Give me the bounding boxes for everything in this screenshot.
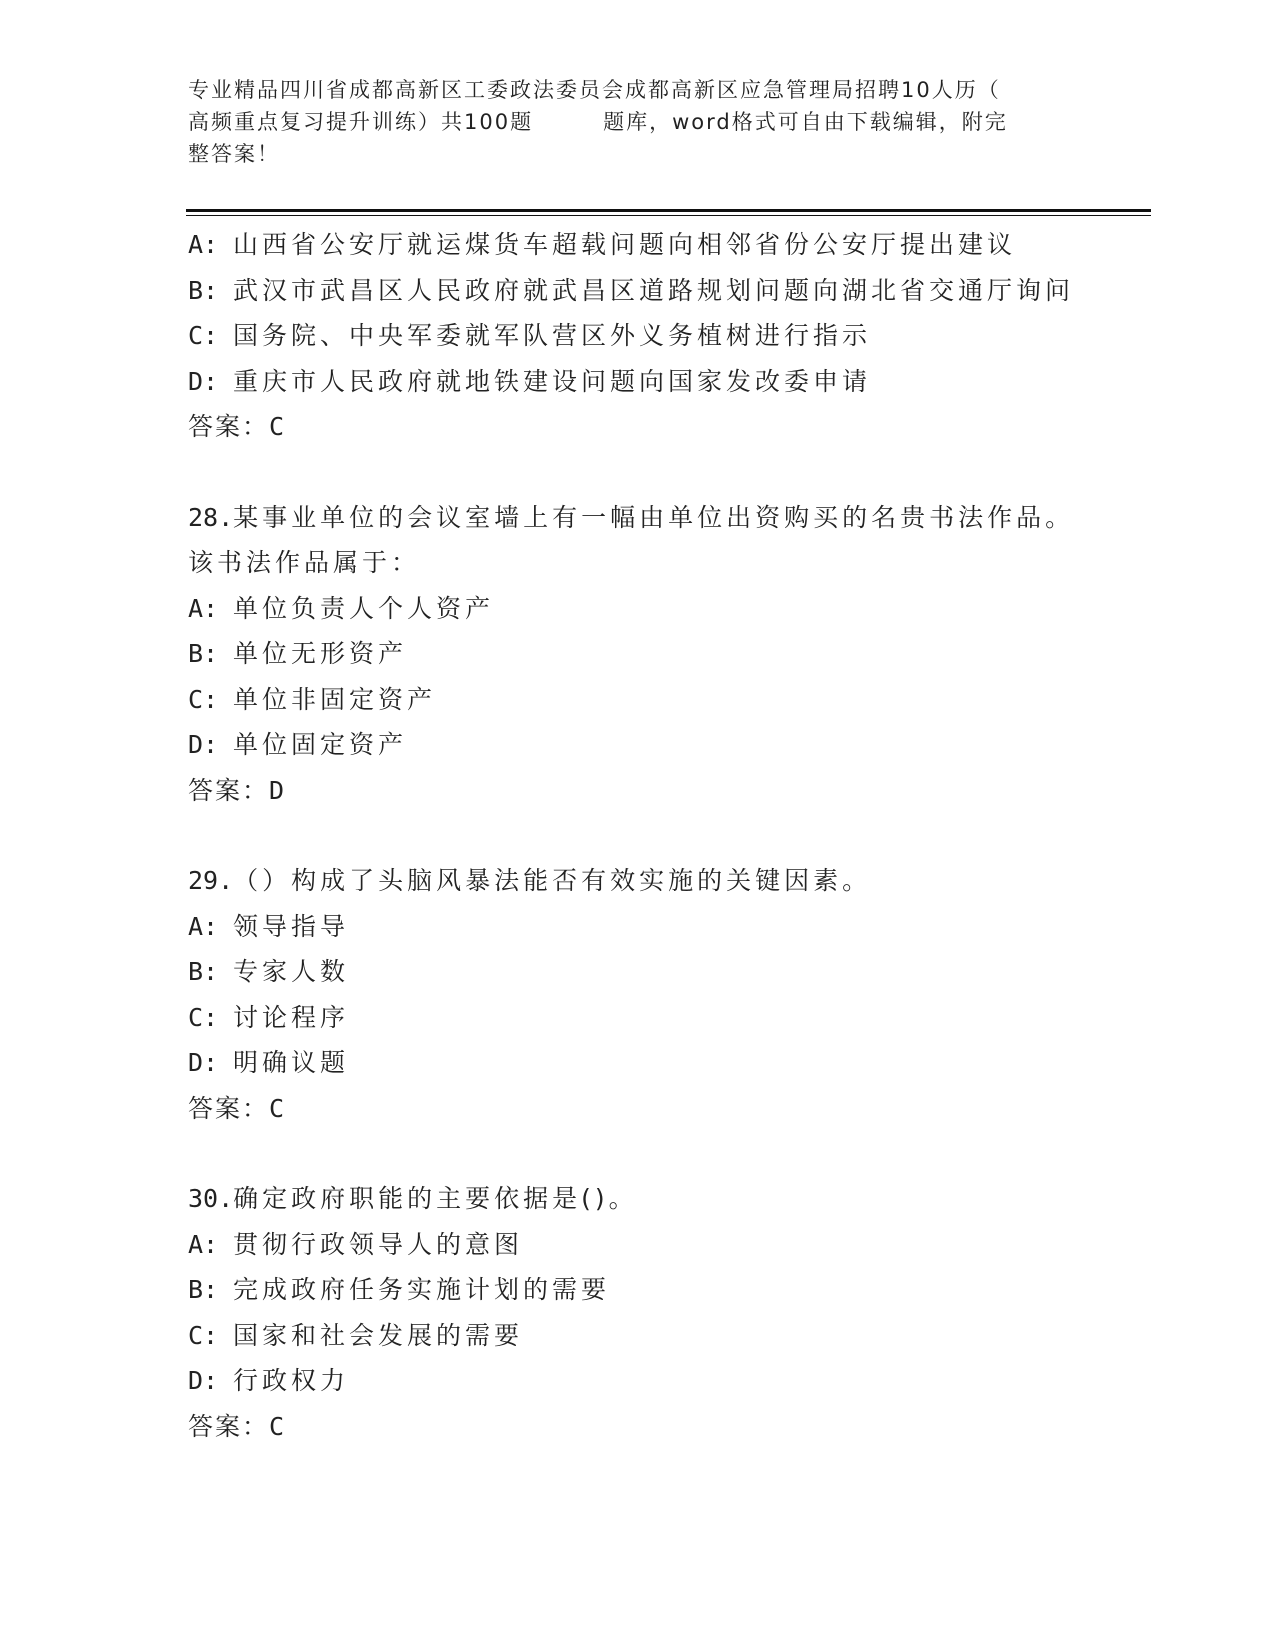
option-letter: C: xyxy=(188,1002,219,1032)
answer-value: C xyxy=(269,412,285,441)
question-stem-line-1: 某事业单位的会议室墙上有一幅由单位出资购买的名贵书法作品。 xyxy=(233,502,1075,532)
option-c xyxy=(188,677,1148,723)
option-c xyxy=(188,995,1148,1041)
option-b xyxy=(188,268,1148,314)
option-b xyxy=(188,631,1148,677)
option-text: 行政权力 xyxy=(233,1366,350,1395)
question-30 xyxy=(188,1176,1148,1449)
header-line-2-part-b: 题库，word格式可自由下载编辑，附完 xyxy=(603,110,1008,134)
option-letter: A: xyxy=(188,911,219,941)
option-b xyxy=(188,949,1148,995)
option-a xyxy=(188,904,1148,950)
header-line-2 xyxy=(188,106,1088,138)
option-letter: D: xyxy=(188,1366,219,1395)
question-stem xyxy=(188,858,1148,904)
question-number: 30. xyxy=(188,1184,234,1213)
question-number: 29. xyxy=(188,866,234,895)
option-letter: C: xyxy=(188,1320,219,1350)
option-c xyxy=(188,313,1148,359)
answer-line xyxy=(188,1086,1148,1132)
header-line-2-part-a: 高频重点复习提升训练）共100题 xyxy=(188,110,534,134)
question-number: 28. xyxy=(188,502,234,532)
answer-label: 答案： xyxy=(188,775,270,805)
question-stem xyxy=(188,495,1148,541)
question-stem-line-1: 确定政府职能的主要依据是()。 xyxy=(233,1184,638,1213)
question-stem-line-1: （）构成了头脑风暴法能否有效实施的关键因素。 xyxy=(233,866,872,895)
question-stem-line-2: 该书法作品属于： xyxy=(188,548,421,577)
option-text: 讨论程序 xyxy=(233,1002,350,1032)
answer-label: 答案： xyxy=(188,1411,270,1441)
option-c xyxy=(188,1313,1148,1359)
option-text: 国家和社会发展的需要 xyxy=(233,1320,524,1350)
option-letter: C: xyxy=(188,684,219,714)
option-text: 单位负责人个人资产 xyxy=(233,593,495,623)
option-letter: B: xyxy=(188,957,219,986)
option-letter: A: xyxy=(188,230,219,259)
option-text: 完成政府任务实施计划的需要 xyxy=(233,1275,611,1304)
answer-value: C xyxy=(269,1093,285,1123)
option-letter: D: xyxy=(188,1048,219,1077)
option-text: 专家人数 xyxy=(233,957,350,986)
answer-line xyxy=(188,404,1148,450)
option-d xyxy=(188,1040,1148,1086)
option-text: 重庆市人民政府就地铁建设问题向国家发改委申请 xyxy=(233,366,872,396)
option-d xyxy=(188,359,1148,405)
option-letter: B: xyxy=(188,1275,219,1304)
option-text: 明确议题 xyxy=(233,1048,350,1077)
option-letter: A: xyxy=(188,1229,219,1259)
option-text: 山西省公安厅就运煤货车超载问题向相邻省份公安厅提出建议 xyxy=(233,230,1017,259)
option-text: 武汉市武昌区人民政府就武昌区道路规划问题向湖北省交通厅询问 xyxy=(233,275,1075,305)
option-letter: D: xyxy=(188,730,219,759)
option-letter: D: xyxy=(188,366,219,396)
option-a xyxy=(188,222,1148,268)
answer-label: 答案： xyxy=(188,1093,270,1123)
option-letter: B: xyxy=(188,639,219,668)
option-text: 单位无形资产 xyxy=(233,639,408,668)
option-letter: C: xyxy=(188,321,219,350)
header-divider xyxy=(186,209,1151,216)
question-27 xyxy=(188,222,1148,450)
answer-value: D xyxy=(269,775,285,805)
option-letter: B: xyxy=(188,275,219,305)
answer-label: 答案： xyxy=(188,412,270,441)
question-29 xyxy=(188,858,1148,1131)
question-stem xyxy=(188,1176,1148,1222)
option-text: 领导指导 xyxy=(233,911,350,941)
option-text: 单位非固定资产 xyxy=(233,684,437,714)
option-d xyxy=(188,1358,1148,1404)
answer-line xyxy=(188,1404,1148,1450)
option-text: 贯彻行政领导人的意图 xyxy=(233,1229,524,1259)
question-28 xyxy=(188,495,1148,814)
option-letter: A: xyxy=(188,593,219,623)
answer-value: C xyxy=(269,1411,285,1441)
option-text: 国务院、中央军委就军队营区外义务植树进行指示 xyxy=(233,321,872,350)
option-b xyxy=(188,1267,1148,1313)
answer-line xyxy=(188,768,1148,814)
option-text: 单位固定资产 xyxy=(233,730,408,759)
option-d xyxy=(188,722,1148,768)
header-line-1: 专业精品四川省成都高新区工委政法委员会成都高新区应急管理局招聘10人历（ xyxy=(188,78,1001,102)
document-header xyxy=(188,74,1088,170)
header-line-3: 整答案！ xyxy=(188,142,280,166)
question-list xyxy=(188,222,1148,1449)
option-a xyxy=(188,586,1148,632)
option-a xyxy=(188,1222,1148,1268)
